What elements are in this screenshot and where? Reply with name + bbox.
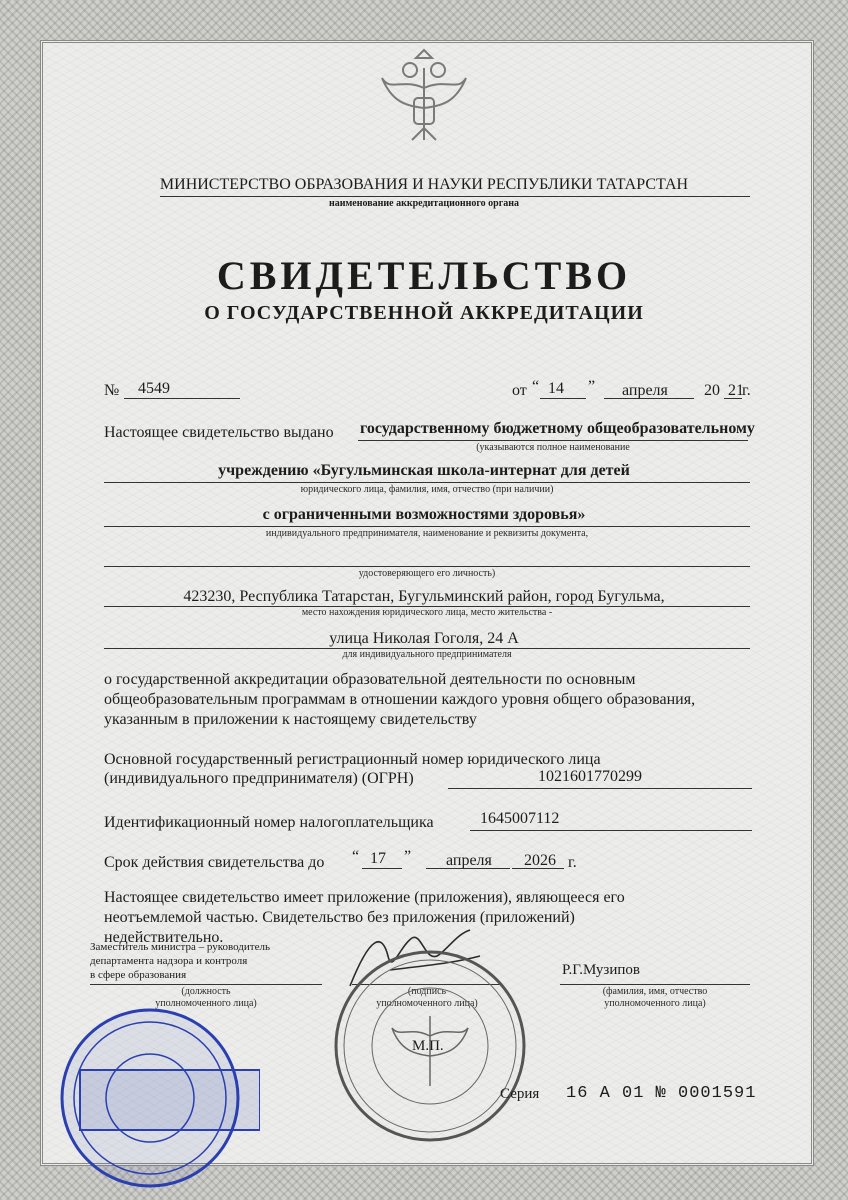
validity-year-end: г. (568, 854, 577, 871)
appendix-text-line: Настоящее свидетельство имеет приложение (приложения), являющееся его (104, 889, 625, 906)
validity-close-quote: ” (404, 848, 412, 865)
date-close-quote: ” (588, 378, 596, 395)
address-caption-1: место нахождения юридического лица, место жительства - (301, 607, 553, 618)
date-year-suffix: 21 (728, 382, 744, 399)
date-prefix: от (512, 382, 527, 399)
ogrn-text-1: Основной государственный регистрационный номер юридического лица (104, 751, 601, 768)
signature-caption-line: (подпись (407, 986, 447, 997)
recipient-caption-4: удостоверяющего его личность) (358, 568, 496, 579)
accreditation-text-line: о государственной аккредитации образовательной деятельности по основным (104, 671, 636, 688)
position-underline (90, 984, 322, 985)
series-number: 16 А 01 № 0001591 (566, 1084, 757, 1103)
appendix-text-line: недействительно. (104, 929, 224, 946)
name-caption (560, 986, 750, 1010)
recipient-caption-3: индивидуального предпринимателя, наименование и реквизиты документа, (265, 528, 589, 539)
recipient-line-2-underline (104, 482, 750, 483)
validity-month-underline (426, 868, 510, 869)
number-label: № (104, 382, 120, 399)
signatory-position-line: департамента надзора и контроля (90, 955, 248, 967)
validity-month: апреля (446, 852, 492, 869)
issuer-caption: наименование аккредитационного органа (328, 198, 520, 209)
name-underline (560, 984, 750, 985)
position-caption-line: (должность (181, 986, 231, 997)
recipient-caption-2: юридического лица, фамилия, имя, отчество (при наличии) (300, 484, 554, 495)
accreditation-text-line: общеобразовательным программам в отношении каждого уровня общего образования, (104, 691, 696, 708)
accreditation-text (104, 670, 756, 730)
number-underline (124, 398, 240, 399)
signature-caption-line: уполномоченного лица) (376, 998, 478, 1009)
signatory-position-line: в сфере образования (90, 969, 187, 981)
date-day-underline (540, 398, 586, 399)
validity-day: 17 (370, 850, 386, 867)
validity-label: Срок действия свидетельства до (104, 854, 325, 871)
school-stamp (40, 1000, 260, 1190)
double-headed-eagle-emblem (372, 48, 476, 152)
name-caption-line: (фамилия, имя, отчество (602, 986, 708, 997)
date-year-prefix: 20 (704, 382, 720, 399)
signatory-position-line: Заместитель министра – руководитель (90, 941, 270, 953)
seal-label: М.П. (412, 1038, 444, 1054)
position-caption-line: уполномоченного лица) (155, 998, 257, 1009)
recipient-line-3-underline (104, 526, 750, 527)
certificate-title: СВИДЕТЕЛЬСТВО (216, 253, 632, 298)
date-open-quote: “ (532, 378, 540, 395)
ogrn-value: 1021601770299 (538, 768, 642, 785)
recipient-caption-1: (указываются полное наименование (476, 442, 630, 453)
date-day: 14 (548, 380, 564, 397)
validity-open-quote: “ (352, 848, 360, 865)
date-month: апреля (622, 382, 668, 399)
issuing-authority: МИНИСТЕРСТВО ОБРАЗОВАНИЯ И НАУКИ РЕСПУБЛИКИ ТАТАРСТАН (159, 176, 689, 193)
signatory-position (90, 940, 270, 982)
issuer-underline (160, 196, 750, 197)
address-line-1: 423230, Республика Татарстан, Бугульминский район, город Бугульма, (183, 588, 665, 605)
inn-label: Идентификационный номер налогоплательщика (104, 814, 434, 831)
ogrn-text-2: (индивидуального предпринимателя) (ОГРН) (104, 770, 414, 787)
appendix-text-line: неотъемлемой частью. Свидетельство без приложения (приложений) (104, 909, 575, 926)
address-line-2: улица Николая Гоголя, 24 А (329, 630, 519, 647)
recipient-line-3: с ограниченными возможностями здоровья» (262, 506, 586, 523)
recipient-line-1: государственному бюджетному общеобразовательному (360, 420, 755, 437)
validity-year-underline (512, 868, 564, 869)
signatory-name: Р.Г.Музипов (562, 962, 640, 978)
name-caption-line: уполномоченного лица) (604, 998, 706, 1009)
series-label: Серия (500, 1086, 540, 1102)
validity-day-underline (362, 868, 402, 869)
ogrn-underline (448, 788, 752, 789)
issued-to-label: Настоящее свидетельство выдано (104, 424, 334, 441)
inn-underline (470, 830, 752, 831)
inn-value: 1645007112 (480, 810, 560, 827)
address-caption-2: для индивидуального предпринимателя (342, 649, 512, 660)
certificate-subtitle: О ГОСУДАРСТВЕННОЙ АККРЕДИТАЦИИ (204, 302, 644, 324)
accreditation-text-line: указанным в приложении к настоящему свидетельству (104, 711, 477, 728)
recipient-line-1-underline (358, 440, 748, 441)
validity-year: 2026 (524, 852, 556, 869)
recipient-line-4-underline (104, 566, 750, 567)
date-month-underline (604, 398, 694, 399)
date-year-end: г. (742, 382, 751, 399)
date-year-underline (724, 398, 742, 399)
recipient-line-2: учреждению «Бугульминская школа-интернат для детей (218, 462, 630, 479)
certificate-number: 4549 (138, 380, 170, 397)
